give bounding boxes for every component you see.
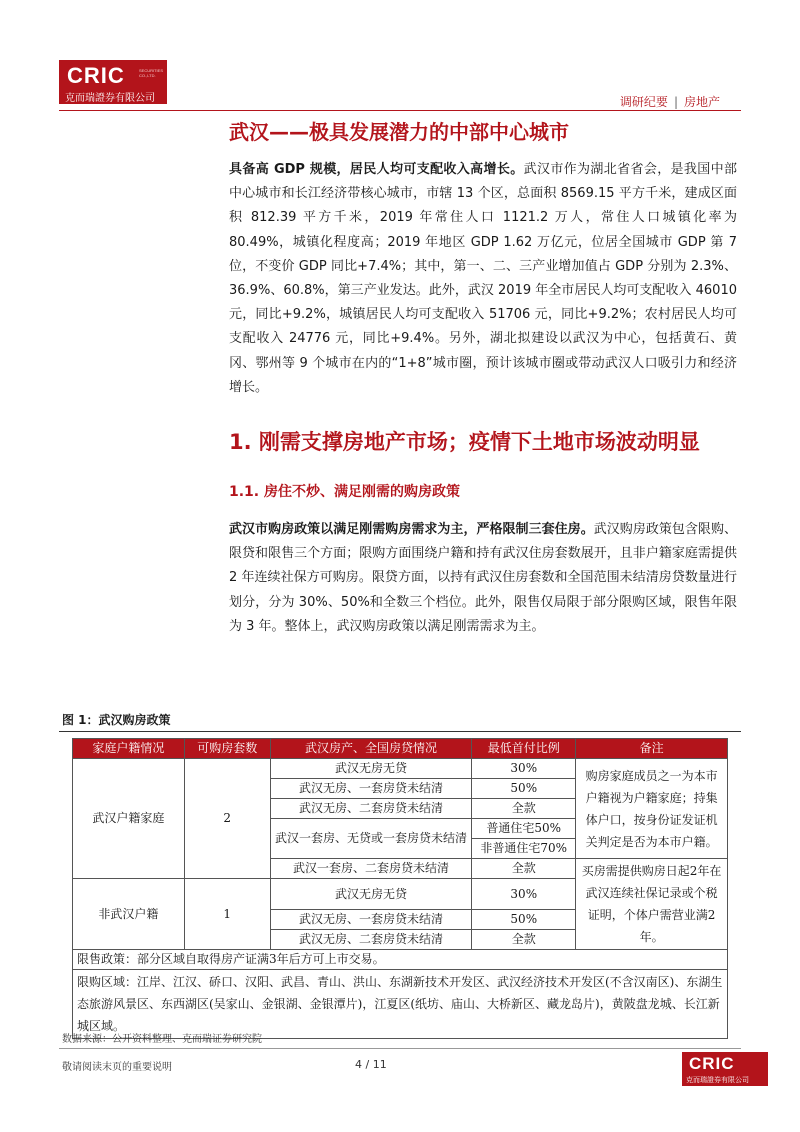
- purchase-zones-cell: 限购区域：江岸、江汉、硚口、汉阳、武昌、青山、洪山、东湖新技术开发区、武汉经济技术开发区(不含汉南区)、东湖生态旅游风景区、东西湖区(吴家山、金银湖、金银潭片)，江夏区(纸坊、庙山、大桥新区、藏龙岛片)，黄陂盘龙城、长江新城区域。: [73, 970, 728, 1039]
- ratio-cell: 全款: [472, 930, 576, 950]
- note-cell: 购房家庭成员之一为本市户籍视为户籍家庭；持集体户口，按身份证发证机关判定是否为本市户籍。: [576, 759, 728, 859]
- ratio-cell: 全款: [472, 799, 576, 819]
- ratio-cell: 全款: [472, 859, 576, 879]
- purchase-policy-table: [72, 738, 728, 1039]
- section-1-1-heading: 1.1. 房住不炒、满足刚需的购房政策: [229, 484, 460, 500]
- company-logo: [59, 60, 167, 104]
- policy-paragraph: [229, 518, 737, 639]
- policy-body: 武汉购房政策包含限购、限贷和限售三个方面；限购方面围绕户籍和持有武汉住房套数展开，且非户籍家庭需提供 2 年连续社保方可购房。限贷方面，以持有武汉住房套数和全国范围未结清房贷数量进行划分，分为 30%、50%和全数三个档位。此外，限售仅局限于部分限购区域，限售年限为 3 年。整体上，武汉购房政策以满足刚需需求为主。: [229, 522, 737, 634]
- ratio-cell: 普通住宅50%: [472, 819, 576, 839]
- intro-lead: 具备高 GDP 规模，居民人均可支配收入高增长。: [229, 162, 524, 177]
- doc-type-label: 调研纪要: [619, 95, 668, 109]
- table-header-row: [73, 739, 728, 759]
- condition-cell: 武汉一套房、无贷或一套房贷未结清: [270, 819, 472, 859]
- condition-cell: 武汉无房、一套房贷未结清: [270, 910, 472, 930]
- household-type-cell: 非武汉户籍: [73, 879, 185, 950]
- condition-cell: 武汉一套房、二套房贷未结清: [270, 859, 472, 879]
- household-type-cell: 武汉户籍家庭: [73, 759, 185, 879]
- note-cell: 买房需提供购房日起2年在武汉连续社保记录或个税证明，个体户需营业满2年。: [576, 859, 728, 950]
- condition-cell: 武汉无房、二套房贷未结清: [270, 799, 472, 819]
- condition-cell: 武汉无房无贷: [270, 879, 472, 910]
- header-cell: 家庭户籍情况: [73, 739, 185, 759]
- page-number: 4 / 11: [355, 1058, 387, 1071]
- table-row: [73, 759, 728, 779]
- logo-subtitle: 克而瑞證券有限公司: [65, 93, 155, 104]
- figure-divider: [59, 731, 741, 732]
- header-cell: 最低首付比例: [472, 739, 576, 759]
- disclaimer-note: 敬请阅读末页的重要说明: [62, 1062, 172, 1073]
- header-cell: 备注: [576, 739, 728, 759]
- intro-paragraph: [229, 158, 737, 400]
- figure-title: 图 1：武汉购房政策: [62, 713, 171, 727]
- ratio-cell: 30%: [472, 759, 576, 779]
- sale-limit-cell: 限售政策：部分区域自取得房产证满3年后方可上市交易。: [73, 950, 728, 970]
- header-cell: 可购房套数: [184, 739, 270, 759]
- doc-category-label: 房地产: [683, 95, 720, 109]
- policy-lead: 武汉市购房政策以满足刚需购房需求为主，严格限制三套住房。: [229, 522, 594, 537]
- ratio-cell: 50%: [472, 910, 576, 930]
- header-divider: [59, 110, 741, 111]
- document-type: [620, 93, 720, 110]
- footer-logo-subtitle: 克而瑞證券有限公司: [686, 1076, 749, 1084]
- intro-body: 武汉市作为湖北省省会，是我国中部中心城市和长江经济带核心城市，市辖 13 个区，总面积 8569.15 平方千米，建成区面积 812.39 平方千米，2019 年常住人口 1121.2 万人，常住人口城镇化率为 80.49%，城镇化程度高；2019 年地区 GDP 1.62 万亿元，位居全国城市 GDP 第 7 位，不变价 GDP 同比+7.4%；其中，第一、二、三产业增加值占 GDP 分别为 2.3%、36.9%、60.8%，第三产业发达。此外，武汉 2019 年全市居民人均可支配收入 46010 元，同比+9.2%，城镇居民人均可支配收入 51706 元，同比+9.2%；农村居民人均可支配收入 24776 元，同比+9.4%。另外，湖北拟建设以武汉为中心，包括黄石、黄冈、鄂州等 9 个城市在内的“1+8”城市圈，预计该城市圈或带动武汉人口吸引力和经济增长。: [229, 162, 737, 395]
- ratio-cell: 非普通住宅70%: [472, 839, 576, 859]
- data-source: 数据来源：公开资料整理、克而瑞证券研究院: [62, 1034, 262, 1045]
- section-1-heading: 1. 刚需支撑房地产市场；疫情下土地市场波动明显: [229, 430, 700, 454]
- logo-tiny-text: SECURITIES CO.,LTD.: [139, 68, 164, 78]
- header-cell: 武汉房产、全国房贷情况: [270, 739, 472, 759]
- condition-cell: 武汉无房无贷: [270, 759, 472, 779]
- footer-logo-text: CRIC: [689, 1054, 735, 1073]
- footer-divider: [59, 1048, 741, 1049]
- condition-cell: 武汉无房、二套房贷未结清: [270, 930, 472, 950]
- condition-cell: 武汉无房、一套房贷未结清: [270, 779, 472, 799]
- footer-logo: [682, 1052, 768, 1086]
- separator: |: [673, 95, 678, 109]
- table-row: [73, 970, 728, 1039]
- ratio-cell: 50%: [472, 779, 576, 799]
- table-row: [73, 950, 728, 970]
- page-title: 武汉——极具发展潜力的中部中心城市: [229, 120, 569, 144]
- logo-text: CRIC: [67, 63, 125, 88]
- purchase-count-cell: 1: [184, 879, 270, 950]
- purchase-count-cell: 2: [184, 759, 270, 879]
- ratio-cell: 30%: [472, 879, 576, 910]
